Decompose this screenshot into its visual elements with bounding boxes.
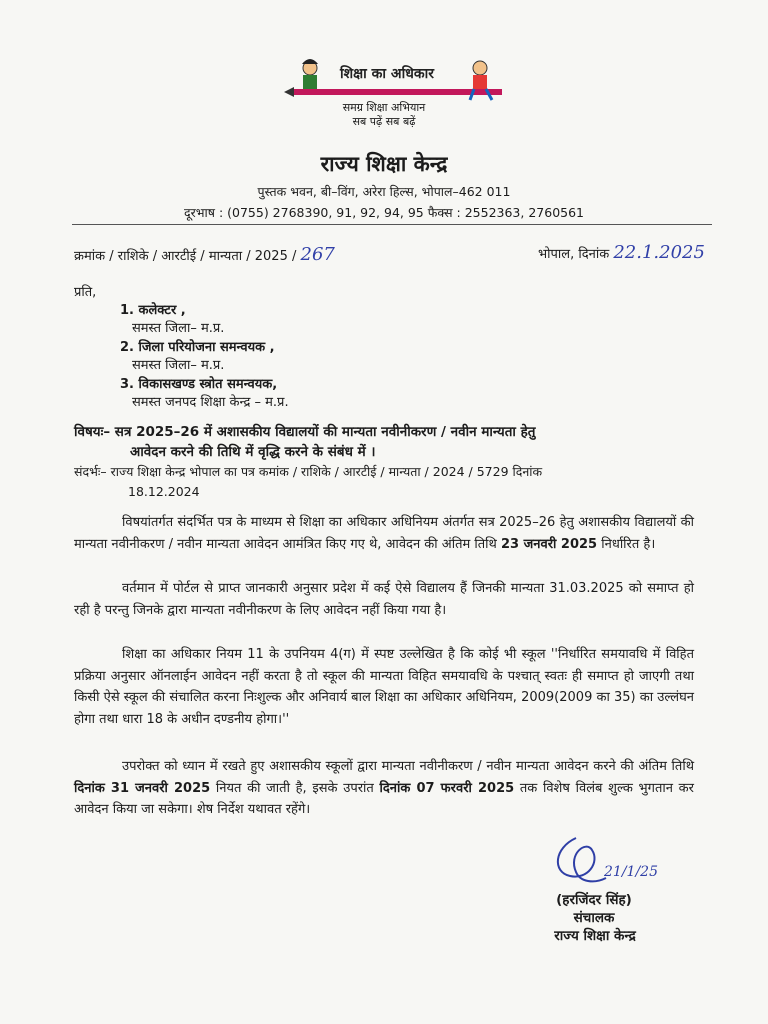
subject-line-2: आवेदन करने की तिथि में वृद्धि करने के संबंध में ।: [130, 444, 376, 460]
reference-line-1: संदर्भः– राज्य शिक्षा केन्द्र भोपाल का पत्र कमांक / राशिके / आरटीई / मान्यता / 2024 / 5729 दिनांक: [74, 464, 543, 479]
signature: [548, 832, 658, 892]
recipient-2: [120, 337, 275, 355]
recipient-3-sub: समस्त जनपद शिक्षा केन्द्र – म.प्र.: [132, 395, 289, 410]
p4-tail: तक विशेष विलंब शुल्क भुगतान कर आवेदन किया जा सकेगा। शेष निर्देश यथावत रहेंगे।: [74, 780, 694, 817]
letter-date: [538, 242, 705, 263]
signatory-title: संचालक: [573, 910, 615, 926]
org-address: पुस्तक भवन, बी–विंग, अरेरा हिल्स, भोपाल–462 011: [257, 184, 511, 199]
p4-deadline: दिनांक 31 जनवरी 2025: [74, 780, 211, 796]
recipient-2-title: 2. जिला परियोजना समन्वयक ,: [120, 340, 275, 355]
reference-line-2: 18.12.2024: [128, 484, 200, 499]
org-phone: दूरभाष : (0755) 2768390, 91, 92, 94, 95 फैक्स : 2552363, 2760561: [183, 205, 585, 220]
paragraph-1: [74, 512, 694, 555]
p3-text: शिक्षा का अधिकार नियम 11 के उपनियम 4(ग) में स्पष्ट उल्लेखित है कि कोई भी स्कूल ''निर्धारित समयावधि में विहित प्रक्रिया अनुसार ऑनलाईन आवेदन नहीं करता है तो स्कूल की मान्यता विहित समयावधि के पश्चात् स्वतः ही समाप्त हो जाएगी तथा किसी ऐसे स्कूल की संचालित करना निःशुल्क और अनिवार्य बाल शिक्षा का अधिकार अधिनियम, 2009(2009 का 35) का उल्लंघन होगा तथा धारा 18 के अधीन दण्डनीय होगा।'': [74, 647, 694, 727]
recipient-1: [120, 300, 186, 318]
tagline-samagra: समग्र शिक्षा अभियान: [342, 101, 426, 114]
salutation: प्रति,: [74, 285, 97, 300]
rte-logo: [280, 54, 506, 104]
reference-number: 267: [300, 244, 335, 265]
recipient-3: [120, 374, 277, 392]
recipient-3-title: 3. विकासखण्ड स्त्रोत समन्वयक,: [120, 377, 278, 392]
date-value: 22.1.2025: [613, 242, 705, 263]
letter-subject: [74, 422, 694, 462]
p1-text: विषयांतर्गत संदर्भित पत्र के माध्यम से शिक्षा का अधिकार अधिनियम अंतर्गत सत्र 2025–26 हेतु अशासकीय विद्यालयों की मान्यता नवीनीकरण / नवीन मान्यता आवेदन आमंत्रित किए गए थे, आवेदन की अंतिम तिथि: [74, 515, 694, 552]
tagline-slogan: सब पढ़ें सब बढ़ें: [352, 115, 416, 128]
signatory-org: राज्य शिक्षा केन्द्र: [554, 928, 636, 944]
p4-mid: नियत की जाती है, इसके उपरांत: [210, 780, 380, 796]
letter-reference: [74, 244, 335, 265]
paragraph-2: [74, 578, 694, 621]
paragraph-3: [74, 644, 694, 730]
p1-deadline: 23 जनवरी 2025: [501, 536, 598, 552]
logo-text: शिक्षा का अधिकार: [340, 66, 434, 82]
recipient-1-sub: समस्त जिला– म.प्र.: [132, 321, 225, 336]
org-name: राज्य शिक्षा केन्द्र: [320, 152, 448, 176]
p4-text: उपरोक्त को ध्यान में रखते हुए अशासकीय स्कूलों द्वारा मान्यता नवीनीकरण / नवीन मान्यता आवेदन करने की अंतिम तिथि: [122, 759, 694, 774]
reference-prefix: क्रमांक / राशिके / आरटीई / मान्यता / 2025 /: [74, 249, 297, 264]
recipient-1-title: 1. कलेक्टर ,: [120, 303, 186, 318]
signature-date: 21/1/25: [604, 864, 658, 880]
paragraph-4: [74, 756, 694, 821]
letter-reference-note: [74, 462, 694, 502]
date-prefix: भोपाल, दिनांक: [538, 247, 610, 262]
header-divider: [72, 224, 712, 225]
signatory-name: (हरजिंदर सिंह): [556, 892, 632, 908]
p4-late-deadline: दिनांक 07 फरवरी 2025: [379, 780, 515, 796]
p1-tail: निर्धारित है।: [597, 536, 656, 552]
signature-scribble-icon: [548, 832, 658, 888]
p2-text: वर्तमान में पोर्टल से प्राप्त जानकारी अनुसार प्रदेश में कई ऐसे विद्यालय हैं जिनकी मान्यता 31.03.2025 को समाप्त हो रही है परन्तु जिनके द्वारा मान्यता नवीनीकरण के लिए आवेदन नहीं किया गया है।: [74, 581, 694, 618]
recipient-2-sub: समस्त जिला– म.प्र.: [132, 358, 225, 373]
subject-line-1: विषयः– सत्र 2025–26 में अशासकीय विद्यालयों की मान्यता नवीनीकरण / नवीन मान्यता हेतु: [74, 424, 536, 440]
